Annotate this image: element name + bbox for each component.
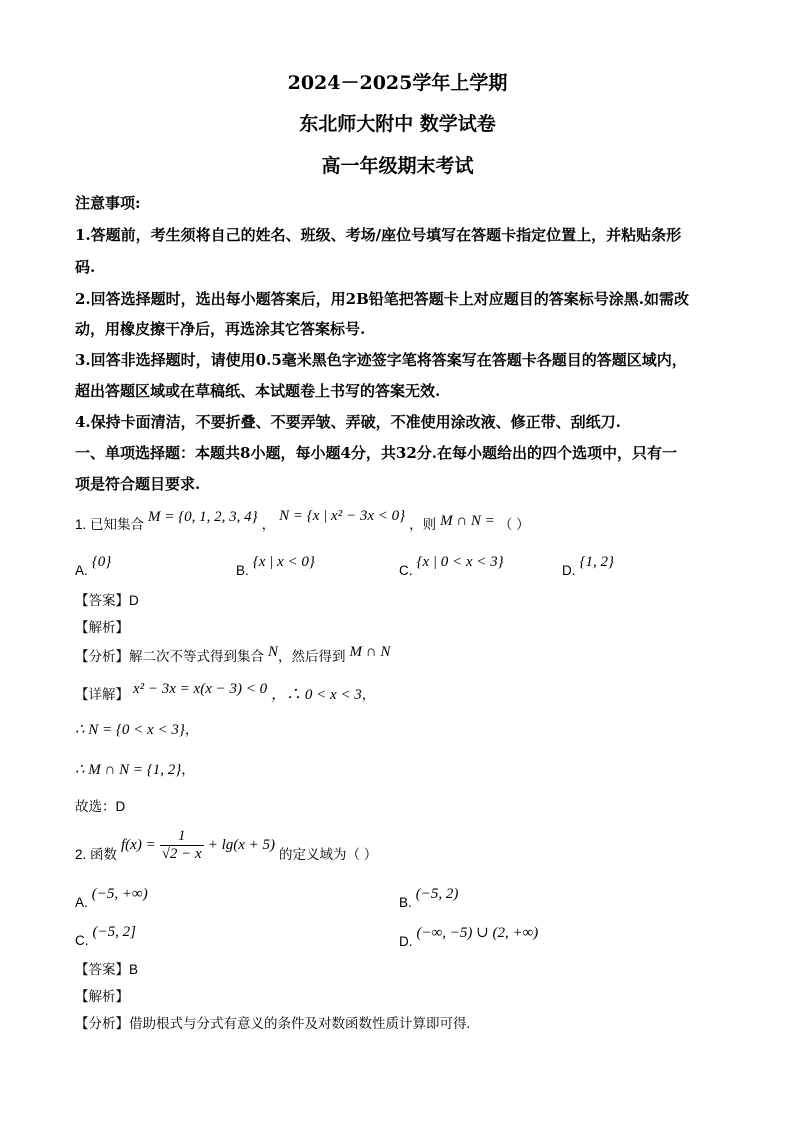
q1-stem [75, 508, 530, 534]
q2-fenxi-tag: 【分析】 [75, 1016, 129, 1031]
q1-option-d-value: {1, 2} [579, 554, 614, 570]
q2-fenxi [75, 1012, 470, 1032]
q2-option-d [399, 923, 539, 949]
q2-fraction-numerator: 1 [160, 828, 204, 846]
notice-item1-b: 码. [75, 258, 96, 276]
q1-detail-tag: 【详解】 [75, 687, 129, 702]
q1-answer-tag: 【答案】 [75, 593, 129, 608]
q1-fenxi-n: N [268, 644, 279, 660]
q2-fx-tail: + lg(x + 5) [207, 837, 276, 854]
notice-item3-b: 超出答题区域或在草稿纸、本试题卷上书写的答案无效. [75, 382, 441, 400]
section1-intro-b: 项是符合题目要求. [75, 475, 201, 493]
q1-detail [75, 683, 375, 704]
q1-fenxi [75, 645, 390, 666]
q1-fenxi-tag: 【分析】 [75, 649, 129, 664]
q1-option-b-label: B. [236, 563, 249, 578]
q2-fenxi-text: 借助根式与分式有意义的条件及对数函数性质计算即可得. [129, 1016, 471, 1031]
q2-option-d-label: D. [399, 934, 413, 949]
q1-option-a [75, 553, 112, 578]
q1-set-m: M = {0, 1, 2, 3, 4} [148, 509, 258, 525]
q1-detail-expr: x² − 3x = x(x − 3) < 0 [133, 681, 268, 697]
notice-item4: 4.保持卡面清洁，不要折叠、不要弄皱、弄破，不准使用涂改液、修正带、刮纸刀. [75, 413, 621, 431]
q2-option-d-value: (−∞, −5) ∪ (2, +∞) [416, 925, 539, 941]
q1-fenxi-text: 解二次不等式得到集合 [129, 649, 264, 664]
q1-step-n-tail: ， [184, 722, 199, 737]
q1-option-a-value: {0} [91, 554, 112, 570]
q2-stem [75, 828, 377, 863]
q1-answer-value: D [129, 593, 139, 608]
q1-option-b-value: {x | x < 0} [252, 554, 315, 570]
q1-comma: ， [261, 517, 276, 532]
q2-fraction-denominator: √2 − x [161, 846, 202, 862]
q1-fenxi-mn: M ∩ N [349, 644, 391, 660]
notice-item1-a: 1.答题前，考生须将自己的姓名、班级、考场/座位号填写在答题卡指定位置上，并粘贴条形 [75, 226, 682, 244]
q2-option-b [399, 885, 459, 910]
q1-step-mn-tail: ， [181, 762, 195, 777]
section1-intro-a: 一、单项选择题：本题共8小题，每小题4分，共32分.在每小题给出的四个选项中，只有一 [75, 444, 677, 462]
title-year: 2024－2025学年上学期 [287, 72, 508, 94]
q1-detail-then: ，∴ 0 < x < 3 [271, 687, 362, 703]
q2-prefix: 2. 函数 [75, 847, 118, 863]
q1-answer [75, 589, 139, 609]
q1-option-b [236, 553, 315, 578]
q2-option-a [75, 885, 148, 910]
q1-prefix: 1. 已知集合 [75, 517, 145, 532]
q1-paren: （ ） [498, 517, 530, 532]
q2-option-a-value: (−5, +∞) [91, 886, 148, 902]
q1-step-n [75, 718, 198, 739]
q1-then: ，则 [409, 517, 437, 532]
q1-fenxi-then: ，然后得到 [278, 649, 346, 664]
q2-fraction [160, 828, 204, 863]
notice-item3-a: 3.回答非选择题时，请使用0.5毫米黑色字迹签字笔将答案写在答题卡各题目的答题区域内， [75, 351, 687, 369]
q1-ask: M ∩ N = [440, 513, 495, 529]
q1-option-c [399, 553, 504, 578]
q2-option-c-label: C. [75, 933, 89, 948]
q1-option-c-label: C. [399, 563, 413, 578]
q2-option-b-label: B. [399, 895, 412, 910]
notice-item2-b: 动，用橡皮擦干净后，再选涂其它答案标号. [75, 320, 366, 338]
q2-answer-tag: 【答案】 [75, 962, 129, 977]
q1-option-d-label: D. [562, 563, 576, 578]
q2-option-c-value: (−5, 2] [92, 924, 136, 940]
q2-answer-value: B [129, 962, 139, 977]
q1-step-n-expr: ∴ N = {0 < x < 3} [75, 722, 185, 738]
q2-fx: f(x) = [121, 837, 156, 854]
q1-step-mn-expr: ∴ M ∩ N = {1, 2} [75, 762, 182, 778]
notice-heading: 注意事项: [75, 194, 141, 212]
q1-choice: 故选：D [75, 799, 126, 814]
q1-step-mn [75, 758, 195, 779]
title-exam: 高一年级期末考试 [321, 155, 474, 177]
q1-set-n: N = {x | x² − 3x < 0} [279, 508, 406, 524]
q2-suffix: 的定义域为（ ） [279, 847, 378, 863]
q1-option-a-label: A. [75, 563, 88, 578]
q2-answer [75, 958, 138, 978]
notice-item2-a: 2.回答选择题时，选出每小题答案后，用2B铅笔把答题卡上对应题目的答案标号涂黑.如需改 [75, 290, 690, 308]
q1-option-c-value: {x | 0 < x < 3} [416, 554, 504, 570]
q1-analysis-tag: 【解析】 [75, 620, 129, 635]
q2-analysis-tag: 【解析】 [75, 989, 129, 1004]
q1-option-d [562, 553, 614, 578]
q2-option-b-value: (−5, 2) [415, 886, 459, 902]
q2-option-c [75, 923, 136, 948]
q2-option-a-label: A. [75, 895, 88, 910]
q1-detail-tail: ， [361, 687, 376, 702]
title-school: 东北师大附中 数学试卷 [299, 113, 496, 135]
